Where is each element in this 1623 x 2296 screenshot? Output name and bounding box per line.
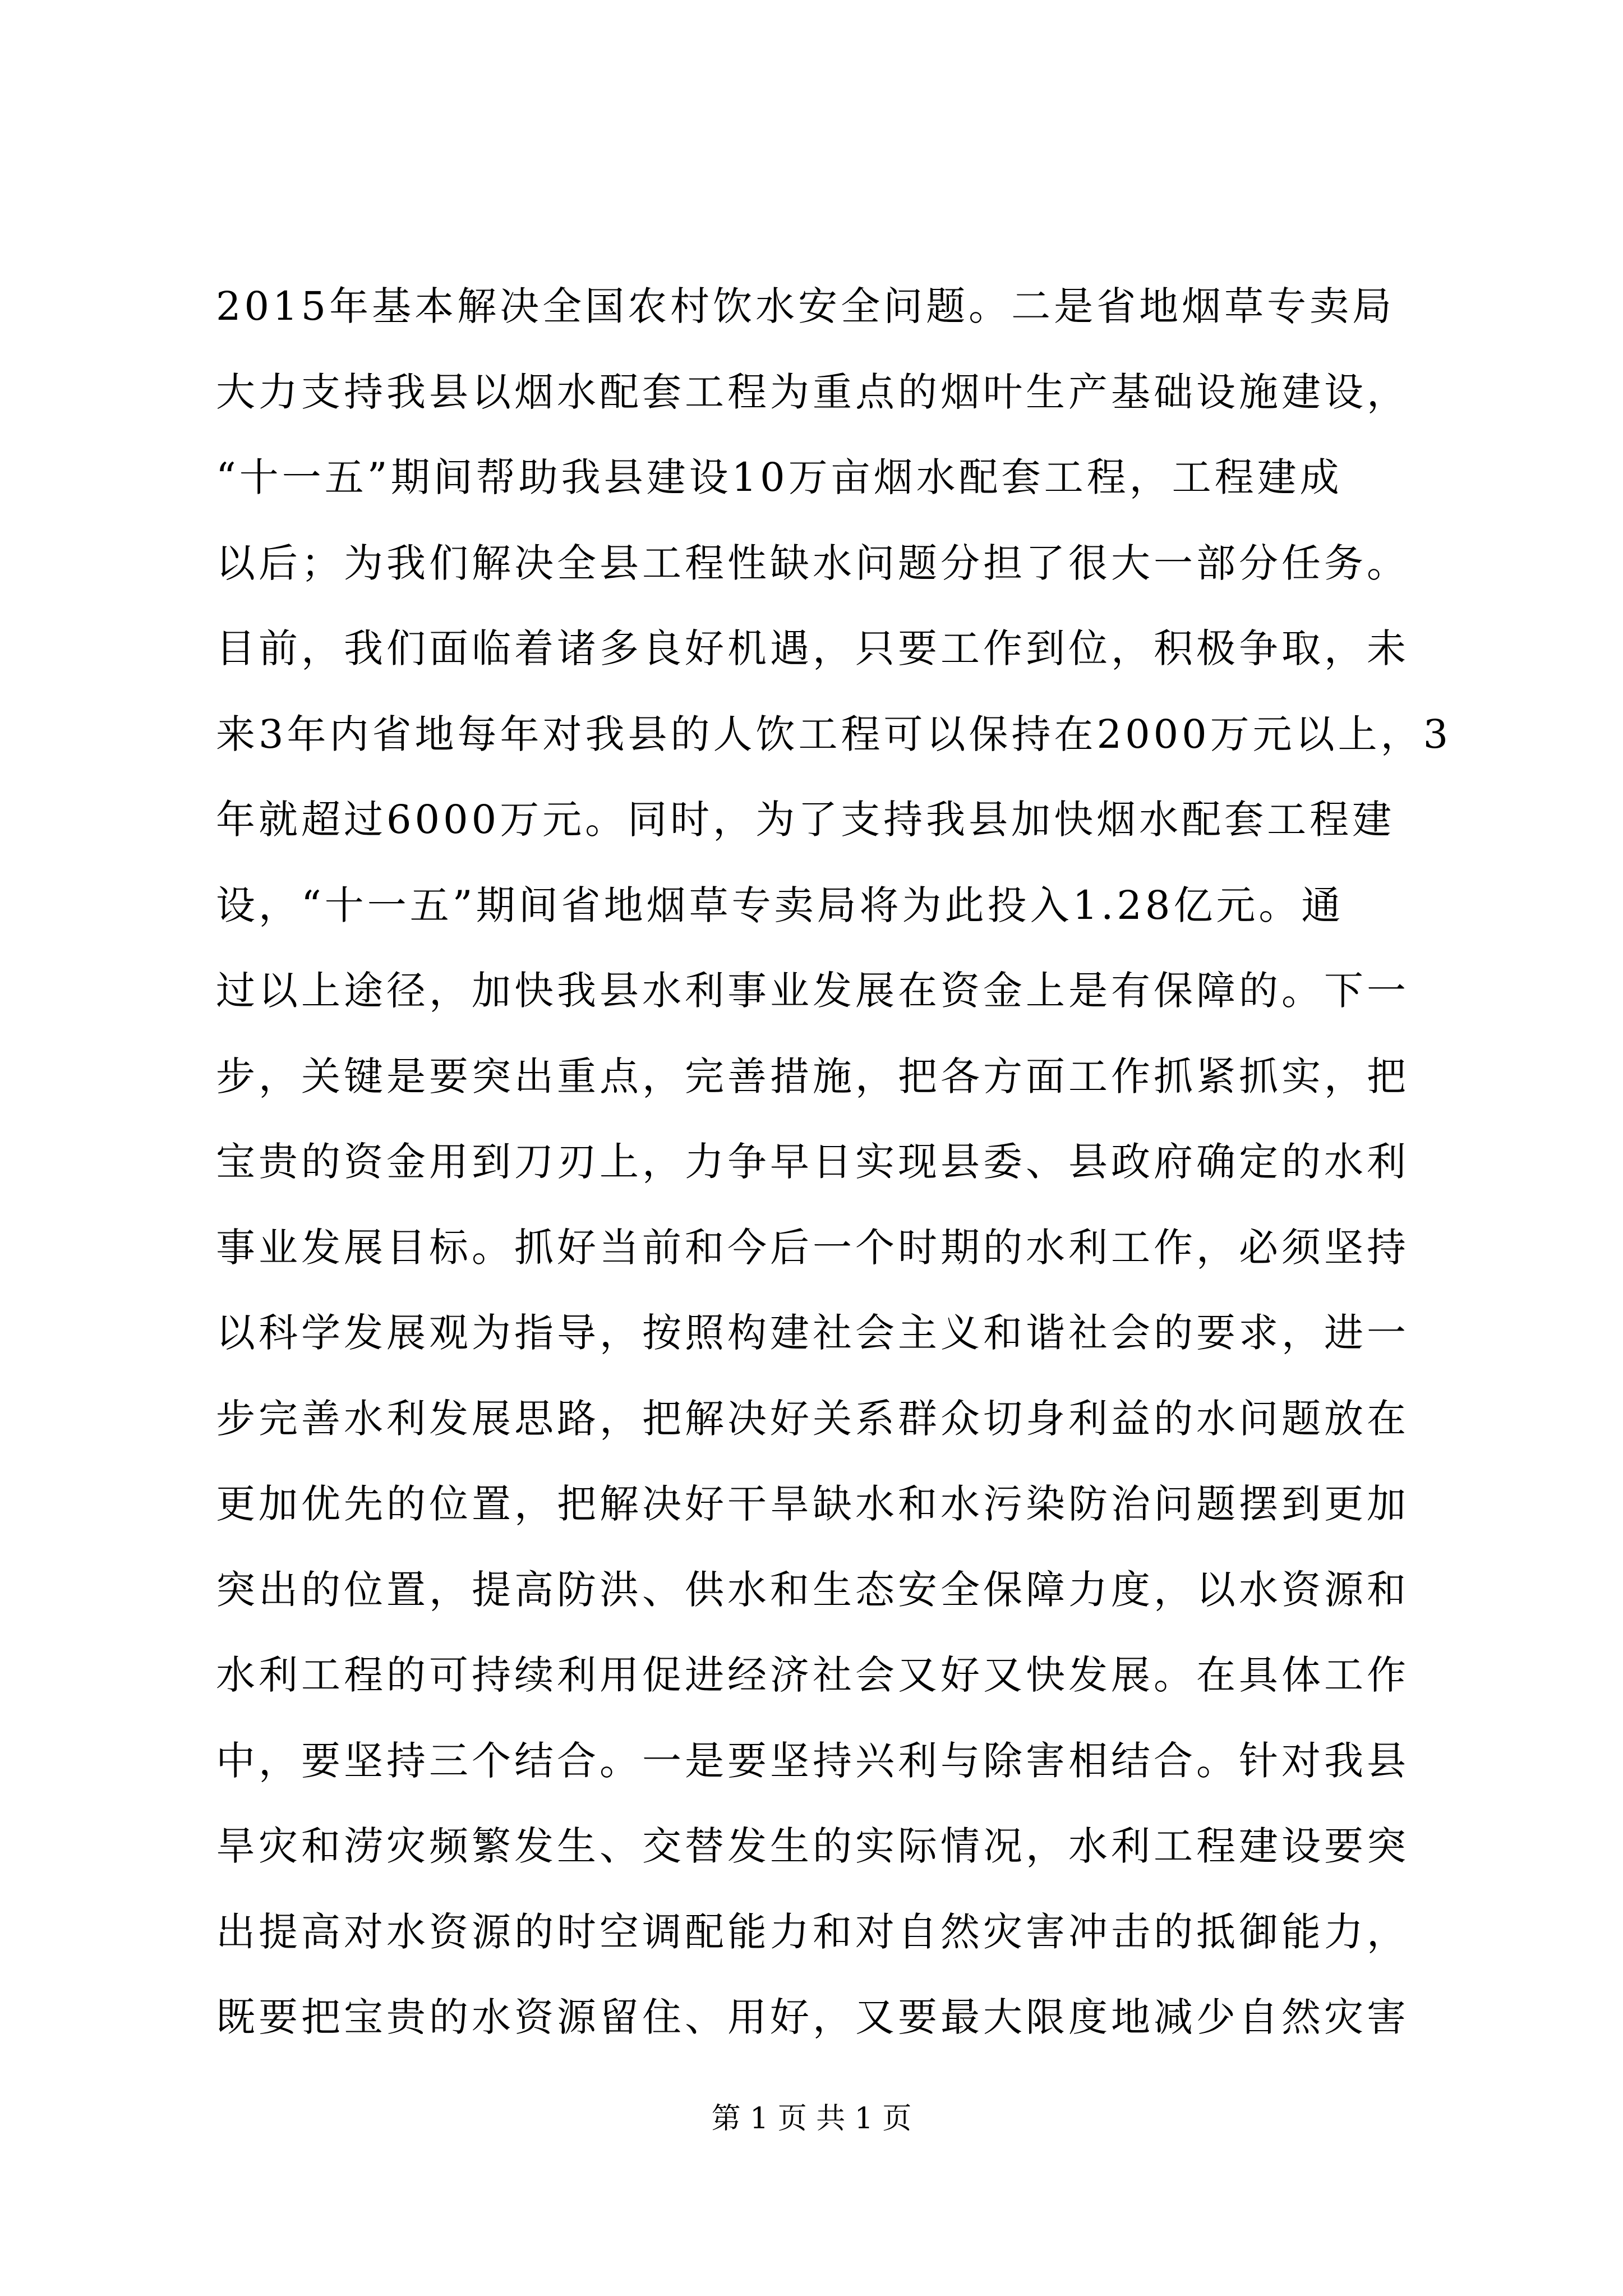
document-body [216, 264, 1483, 2060]
text-line: 2015年基本解决全国农村饮水安全问题。二是省地烟草专卖局 [216, 283, 1395, 329]
text-line: 水利工程的可持续利用促进经济社会又好又快发展。在具体工作 [216, 1652, 1409, 1698]
text-line: 既要把宝贵的水资源留住、用好，又要最大限度地减少自然灾害 [216, 1994, 1409, 2040]
text-line: 更加优先的位置，把解决好干旱缺水和水污染防治问题摆到更加 [216, 1481, 1409, 1527]
text-line: 大力支持我县以烟水配套工程为重点的烟叶生产基础设施建设， [216, 369, 1409, 415]
text-line: 设，“十一五”期间省地烟草专卖局将为此投入1.28亿元。通 [216, 882, 1344, 928]
text-line: 事业发展目标。抓好当前和今后一个时期的水利工作，必须坚持 [216, 1224, 1409, 1271]
text-line: 年就超过6000万元。同时，为了支持我县加快烟水配套工程建 [216, 797, 1395, 843]
text-line: “十一五”期间帮助我县建设10万亩烟水配套工程，工程建成 [216, 454, 1343, 500]
text-line: 步完善水利发展思路，把解决好关系群众切身利益的水问题放在 [216, 1395, 1409, 1442]
page-footer: 第 1 页 共 1 页 [711, 2102, 912, 2136]
text-line: 宝贵的资金用到刀刃上，力争早日实现县委、县政府确定的水利 [216, 1139, 1409, 1185]
text-line: 中，要坚持三个结合。一是要坚持兴利与除害相结合。针对我县 [216, 1737, 1409, 1784]
text-line: 出提高对水资源的时空调配能力和对自然灾害冲击的抵御能力， [216, 1908, 1409, 1955]
text-line: 旱灾和涝灾频繁发生、交替发生的实际情况，水利工程建设要突 [216, 1823, 1409, 1869]
text-line: 过以上途径，加快我县水利事业发展在资金上是有保障的。下一 [216, 968, 1409, 1014]
text-line: 来3年内省地每年对我县的人饮工程可以保持在2000万元以上，3 [216, 711, 1452, 757]
text-line: 目前，我们面临着诸多良好机遇，只要工作到位，积极争取，未 [216, 625, 1409, 671]
text-line: 步，关键是要突出重点，完善措施，把各方面工作抓紧抓实，把 [216, 1053, 1409, 1099]
text-line: 以科学发展观为指导，按照构建社会主义和谐社会的要求，进一 [216, 1310, 1409, 1356]
text-line: 以后；为我们解决全县工程性缺水问题分担了很大一部分任务。 [216, 540, 1409, 586]
text-line: 突出的位置，提高防洪、供水和生态安全保障力度，以水资源和 [216, 1566, 1409, 1613]
